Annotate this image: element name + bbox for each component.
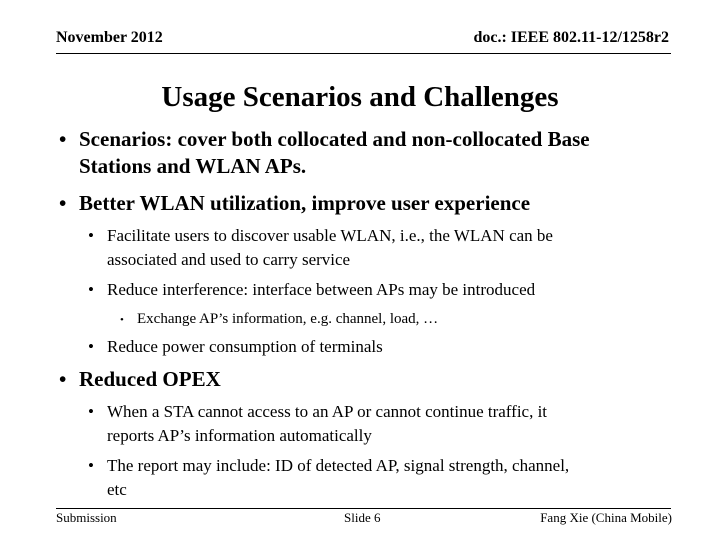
bullet-text-line1: The report may include: ID of detected AP, signal strength, channel,	[107, 456, 570, 475]
sub-sub-bullet-exchange-ap-info	[120, 309, 438, 330]
sub-bullet-sta-reports	[88, 400, 547, 448]
bullet-text-line1: Reduce power consumption of terminals	[107, 337, 383, 356]
bullet-text-line1: Facilitate users to discover usable WLAN, i.e., the WLAN can be	[107, 226, 553, 245]
header-divider	[56, 53, 671, 54]
bullet-reduced-opex	[59, 366, 221, 393]
bullet-text-line2: Stations and WLAN APs.	[79, 154, 307, 178]
bullet-marker: •	[88, 337, 94, 356]
bullet-text-line1: Reduce interference: interface between APs may be introduced	[107, 280, 536, 299]
bullet-text-line1: Better WLAN utilization, improve user experience	[79, 191, 531, 215]
bullet-text-line1: Reduced OPEX	[79, 367, 221, 391]
bullet-wlan-utilization	[59, 190, 530, 217]
bullet-marker: •	[59, 191, 67, 215]
bullet-marker: •	[88, 226, 94, 245]
footer-divider	[56, 508, 671, 509]
bullet-text-line1: Scenarios: cover both collocated and non-collocated Base	[79, 127, 590, 151]
slide-title: Usage Scenarios and Challenges	[161, 81, 559, 113]
bullet-marker: •	[59, 127, 67, 151]
footer-author: Fang Xie (China Mobile)	[540, 510, 672, 525]
bullet-text-line2: etc	[107, 480, 127, 499]
bullet-text-line2: associated and used to carry service	[107, 250, 351, 269]
bullet-marker: •	[88, 456, 94, 475]
bullet-scenarios	[59, 126, 590, 180]
header-doc-id: doc.: IEEE 802.11-12/1258r2	[473, 29, 669, 46]
header-date: November 2012	[56, 29, 163, 46]
sub-bullet-reduce-interference	[88, 278, 535, 302]
sub-bullet-facilitate-discovery	[88, 224, 553, 272]
bullet-marker: •	[88, 402, 94, 421]
sub-bullet-report-contents	[88, 454, 569, 502]
bullet-marker: •	[120, 314, 124, 326]
sub-bullet-reduce-power	[88, 335, 383, 359]
footer-slide-number: Slide 6	[344, 510, 381, 525]
bullet-text-line1: Exchange AP’s information, e.g. channel, load, …	[137, 311, 439, 327]
bullet-text-line2: reports AP’s information automatically	[107, 426, 372, 445]
bullet-text-line1: When a STA cannot access to an AP or cannot continue traffic, it	[107, 402, 548, 421]
bullet-marker: •	[88, 280, 94, 299]
bullet-marker: •	[59, 367, 67, 391]
footer-submission: Submission	[56, 510, 117, 525]
